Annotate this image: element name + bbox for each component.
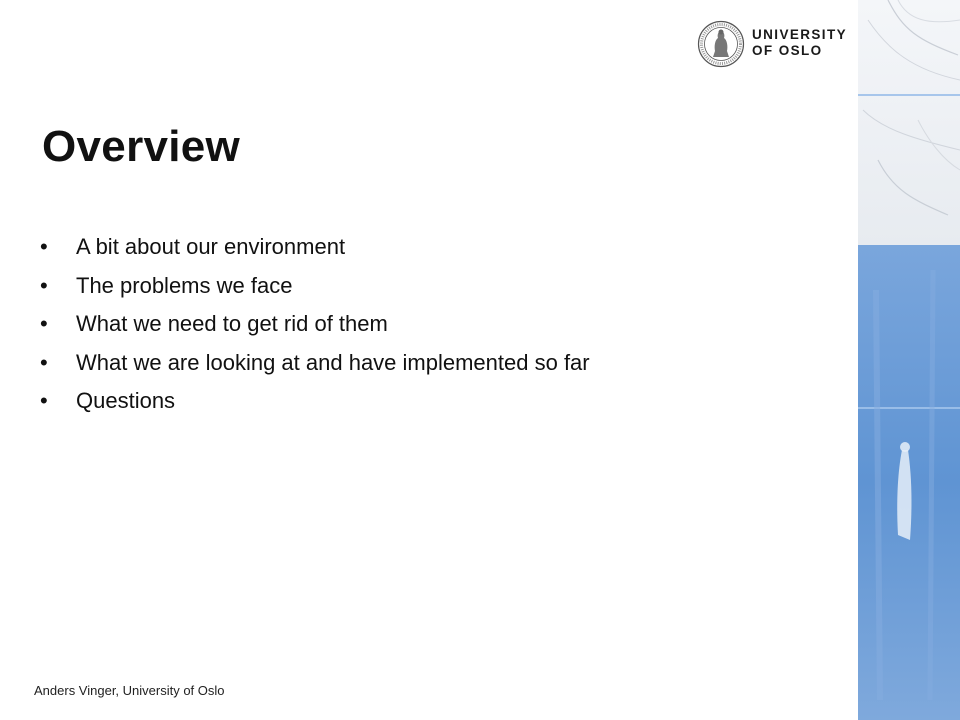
bullet-text: What we need to get rid of them [76, 311, 388, 336]
university-seal-icon [697, 20, 745, 68]
bullet-mark: • [40, 388, 48, 413]
bullet-mark: • [40, 311, 48, 336]
bullet-text: Questions [76, 388, 176, 413]
decorative-side-band [858, 0, 960, 720]
logo-line-1: UNIVERSITY [752, 27, 848, 42]
statue-illustration-icon [858, 0, 960, 720]
slide-footer: Anders Vinger, University of Oslo [34, 683, 225, 698]
bullet-text: The problems we face [76, 272, 293, 298]
university-logo [697, 18, 847, 72]
slide-title: Overview [42, 122, 241, 171]
logo-line-2: OF OSLO [752, 43, 823, 58]
bullet-mark: • [40, 349, 48, 375]
bullet-mark: • [40, 272, 48, 298]
bullet-text: A bit about our environment [76, 234, 346, 259]
bullet-mark: • [40, 234, 48, 259]
bullet-text: What we are looking at and have implemented so far [76, 349, 590, 375]
